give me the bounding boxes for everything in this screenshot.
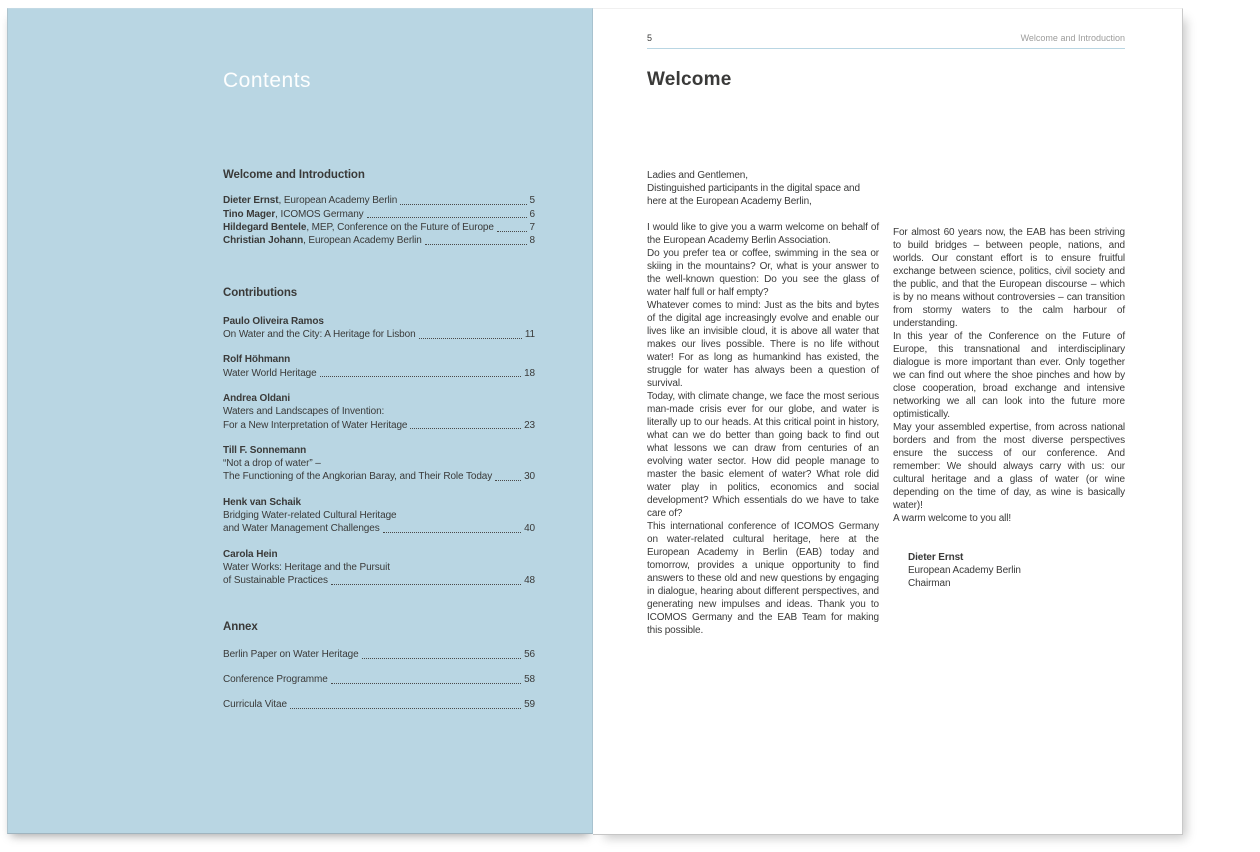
toc-entry bbox=[223, 194, 535, 207]
toc-entry-name: Tino Mager bbox=[223, 208, 276, 220]
closing-line: A warm welcome to you all! bbox=[893, 513, 1012, 524]
contents-title: Contents bbox=[223, 69, 312, 92]
dot-leader bbox=[425, 244, 527, 245]
contents-page bbox=[7, 8, 593, 834]
toc-entry bbox=[223, 648, 535, 661]
toc-entry-text: Conference Programme bbox=[223, 674, 328, 686]
toc-entry-name: Christian Johann bbox=[223, 235, 304, 247]
toc-contribution-title: and Water Management Challenges bbox=[223, 523, 380, 535]
toc-contribution-title: Water Works: Heritage and the Pursuit bbox=[223, 561, 390, 573]
welcome-page bbox=[593, 8, 1183, 835]
toc-contribution-title: of Sustainable Practices bbox=[223, 575, 328, 587]
dot-leader bbox=[367, 217, 527, 218]
text-column-1 bbox=[647, 169, 879, 637]
toc-entry-text bbox=[223, 221, 494, 234]
toc-contribution-title: Waters and Landscapes of Invention: bbox=[223, 406, 385, 418]
dot-leader bbox=[331, 683, 521, 684]
toc-entry-name: Hildegard Bentele bbox=[223, 221, 307, 233]
dot-leader bbox=[497, 231, 527, 232]
toc-contribution bbox=[223, 548, 535, 588]
toc-contribution bbox=[223, 496, 535, 536]
toc-entry bbox=[223, 208, 535, 221]
toc-contribution-title: The Functioning of the Angkorian Baray, and Their Role Today bbox=[223, 471, 493, 483]
toc-contribution bbox=[223, 444, 535, 484]
page-title: Welcome bbox=[647, 69, 732, 90]
toc-entry-page: 48 bbox=[524, 575, 535, 587]
toc-entry-page: 11 bbox=[524, 329, 535, 341]
dot-leader bbox=[320, 376, 521, 377]
dot-leader bbox=[362, 658, 521, 659]
toc-entry-text bbox=[223, 194, 397, 207]
toc-contribution-title: Water World Heritage bbox=[223, 367, 317, 379]
running-header-section: Welcome and Introduction bbox=[1020, 33, 1125, 43]
toc-entry-text: Berlin Paper on Water Heritage bbox=[223, 648, 359, 660]
toc-contribution-title: For a New Interpretation of Water Heritage bbox=[223, 419, 408, 431]
body-paragraph: This international conference of ICOMOS Germany on water-related cultural heritage, here at the European Academy in Berlin (EAB) today and tomorrow, provides a unique opportunity to find answers to these old and new questions by engaging in dialogue, hearing about different perspectives, and generating new impulses and ideas. Thank you to ICOMOS Germany and the EAB Team for making this possible. bbox=[647, 521, 879, 636]
dot-leader bbox=[400, 204, 526, 205]
toc-contribution bbox=[223, 315, 535, 342]
signature-org: European Academy Berlin bbox=[908, 565, 1021, 576]
toc-entry-page: 8 bbox=[529, 235, 535, 247]
toc-entry-page: 59 bbox=[524, 699, 535, 711]
toc-entry-detail: , MEP, Conference on the Future of Europe bbox=[306, 221, 494, 233]
toc-section-heading-annex: Annex bbox=[223, 620, 258, 633]
body-paragraph: Today, with climate change, we face the most serious man-made crisis ever for our globe, and water is literally up to our heads. At this critical point in history, what can we do better than going back to find out what lessons we can draw from centuries of an evolving water sector. How did people manage to master the basic element of water? What role did water play in politics, economics and social development? Which essentials do we have to take care of? bbox=[647, 391, 879, 519]
toc-entry bbox=[223, 419, 535, 432]
toc-entry bbox=[223, 470, 535, 483]
page-number: 5 bbox=[647, 33, 653, 43]
greeting-block bbox=[647, 169, 879, 208]
toc-contribution-author: Rolf Höhmann bbox=[223, 354, 291, 366]
toc-entry-page: 40 bbox=[524, 523, 535, 535]
dot-leader bbox=[290, 708, 521, 709]
toc-entry-page: 58 bbox=[524, 674, 535, 686]
toc-contribution-title: Bridging Water-related Cultural Heritage bbox=[223, 510, 397, 522]
toc-entry bbox=[223, 328, 535, 341]
toc-contribution-title: “Not a drop of water” – bbox=[223, 458, 321, 470]
toc-entry-text bbox=[223, 208, 364, 221]
toc-contribution-author: Till F. Sonnemann bbox=[223, 444, 307, 456]
dot-leader bbox=[383, 532, 521, 533]
signature-name: Dieter Ernst bbox=[908, 552, 964, 563]
dot-leader bbox=[331, 584, 521, 585]
toc-contribution-author: Henk van Schaik bbox=[223, 496, 301, 508]
dot-leader bbox=[419, 338, 522, 339]
body-paragraph: For almost 60 years now, the EAB has been striving to build bridges – between people, nations, and worlds. Our constant effort is to ensure fruitful exchange between science, politics, civil society and the public, and that the European discourse – which is by no means without controversies – can transition from stormy waters to the calm harbour of understanding. bbox=[893, 227, 1125, 329]
header-rule bbox=[647, 48, 1125, 49]
body-paragraph: Do you prefer tea or coffee, swimming in the sea or skiing in the mountains? Or, what is your answer to the well-known question: Do you see the glass of water half full or half empty? bbox=[647, 248, 879, 298]
toc-entry bbox=[223, 221, 535, 234]
toc-entry-page: 5 bbox=[529, 195, 535, 207]
greeting-line: here at the European Academy Berlin, bbox=[647, 196, 812, 207]
body-paragraph: I would like to give you a warm welcome on behalf of the European Academy Berlin Association. bbox=[647, 222, 879, 246]
body-paragraph: In this year of the Conference on the Future of Europe, this transnational and interdisciplinary dialogue is more important than ever. Only together we can find out where the shoe pinches and how by close cooperation, broad exchange and intensive networking we all can look into the future more optimistically. bbox=[893, 331, 1125, 420]
toc-contribution bbox=[223, 392, 535, 432]
toc-contribution bbox=[223, 353, 535, 380]
dot-leader bbox=[495, 480, 521, 481]
body-paragraph: Whatever comes to mind: Just as the bits and bytes of the digital age increasingly evolve and enable our lives like an invisible cloud, it is above all water that makes our lives possible. There is no life without water! For as long as humankind has existed, the struggle for water has always been a question of survival. bbox=[647, 300, 879, 389]
greeting-line: Ladies and Gentlemen, bbox=[647, 170, 748, 181]
toc-entry-page: 6 bbox=[529, 208, 535, 220]
toc-entry bbox=[223, 673, 535, 686]
toc-section-heading-welcome: Welcome and Introduction bbox=[223, 169, 365, 181]
running-header bbox=[647, 33, 1125, 43]
toc-entry-detail: , European Academy Berlin bbox=[278, 195, 398, 207]
table-of-contents bbox=[223, 169, 535, 724]
text-column-2 bbox=[893, 226, 1125, 590]
body-paragraph: May your assembled expertise, from across national borders and from the most diverse perspectives ensure the success of our conference. And remember: We should always carry with us: our cultural heritage and a glass of water (or wine depending on the time of day, as wine is basically water)! bbox=[893, 422, 1125, 511]
toc-entry-page: 23 bbox=[524, 419, 535, 431]
toc-entry-page: 7 bbox=[529, 221, 535, 233]
toc-entry-detail: , ICOMOS Germany bbox=[275, 208, 364, 220]
toc-entry-detail: , European Academy Berlin bbox=[303, 235, 422, 247]
toc-entry bbox=[223, 574, 535, 587]
toc-contribution-author: Carola Hein bbox=[223, 548, 278, 560]
toc-entry-page: 30 bbox=[524, 471, 535, 483]
signature-block bbox=[893, 551, 1125, 590]
toc-entry bbox=[223, 522, 535, 535]
toc-entry-name: Dieter Ernst bbox=[223, 195, 279, 207]
toc-contribution-title: On Water and the City: A Heritage for Lisbon bbox=[223, 329, 416, 341]
toc-contribution-author: Paulo Oliveira Ramos bbox=[223, 315, 324, 327]
toc-entry bbox=[223, 367, 535, 380]
toc-entry bbox=[223, 234, 535, 247]
toc-entry-text bbox=[223, 234, 422, 247]
dot-leader bbox=[410, 428, 521, 429]
toc-entry-page: 18 bbox=[524, 367, 535, 379]
signature-role: Chairman bbox=[908, 578, 951, 589]
greeting-line: Distinguished participants in the digital space and bbox=[647, 183, 860, 194]
toc-entry-text: Curricula Vitae bbox=[223, 699, 287, 711]
toc-section-heading-contributions: Contributions bbox=[223, 287, 298, 300]
toc-entry-page: 56 bbox=[524, 648, 535, 660]
toc-contribution-author: Andrea Oldani bbox=[223, 392, 291, 404]
toc-entry bbox=[223, 698, 535, 711]
